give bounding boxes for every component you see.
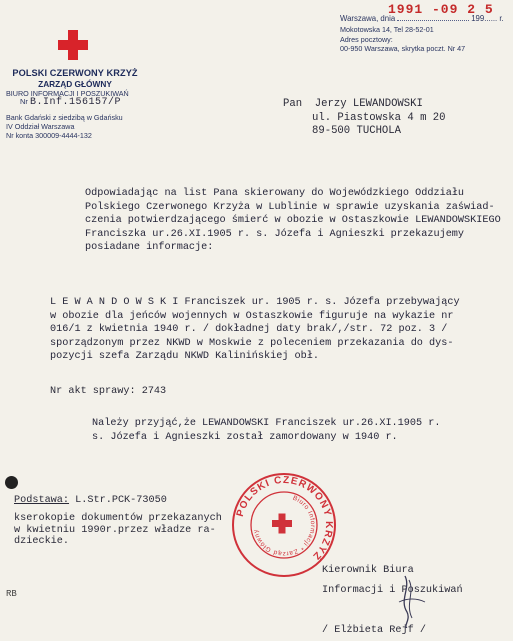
case-number: Nr akt sprawy: 2743	[50, 386, 167, 397]
recipient-street: ul. Piastowska 4 m 20	[312, 111, 446, 124]
address-line: Mokotowska 14, Tel 28-52-01	[340, 25, 434, 34]
punch-hole	[5, 476, 18, 489]
org-office: BIURO INFORMACJI I POSZUKIWAŃ	[6, 89, 129, 98]
ref-value: B.Inf.156157/P	[30, 97, 122, 108]
address-line: 00-950 Warszawa, skrytka poczt. Nr 47	[340, 44, 466, 53]
seal-inner-text: Biuro Informacji * Zarząd Główny	[252, 494, 317, 558]
recipient-name: Pan Jerzy LEWANDOWSKI	[283, 98, 423, 110]
handwritten-signature	[385, 568, 445, 628]
typist-initials: RB	[6, 589, 17, 599]
reference-number	[20, 97, 121, 108]
recipient-block	[283, 98, 446, 139]
bank-line: Bank Gdański z siedzibą w Gdańsku	[6, 113, 123, 122]
basis-value: L.Str.PCK-73050	[69, 495, 167, 506]
city-label: Warszawa, dnia	[340, 14, 396, 23]
paragraph-details: L E W A N D O W S K I Franciszek ur. 1905 r. s. Józefa przebywający w obozie dla jeńców wojennych w Ostaszkowie figuruje na wykazie nr 016/1 z kwietnia 1940 r. / dokładnej daty brak/,/str. 72 poz. 3 / sporządzonym przez NKWD w Moskwie z poleceniem przekazania do dys- pozycji szefa Zarządu NKWD Kalinińskiej obł.	[50, 297, 460, 363]
date-line	[340, 14, 504, 23]
signature-block: Kierownik Biura Informacji i Poszukiwań / Elżbieta Rejf /	[322, 565, 463, 636]
date-stamp: 1991 -09 2 5	[388, 2, 494, 17]
seal-outer-text: POLSKI CZERWONY KRZYŻ	[234, 474, 335, 563]
basis-label: Podstawa:	[14, 495, 70, 506]
org-dept: ZARZĄD GŁÓWNY	[38, 79, 112, 89]
office-address	[340, 25, 465, 54]
red-cross-logo	[58, 30, 88, 60]
bank-info	[6, 113, 123, 141]
org-name: POLSKI CZERWONY KRZYŻ	[12, 68, 138, 78]
copies-note: kserokopie dokumentów przekazanych w kwietniu 1990r.przez władze ra- dzieckie.	[14, 513, 222, 547]
bank-line: IV Oddział Warszawa	[6, 122, 75, 132]
paragraph-conclusion: Należy przyjąć,że LEWANDOWSKI Franciszek ur.26.XI.1905 r. s. Józefa i Agnieszki został zamordowany w 1940 r.	[92, 418, 441, 443]
year-suffix: 199...... r.	[471, 14, 504, 23]
address-line: Adres pocztowy:	[340, 34, 393, 44]
paragraph-intro: Odpowiadając na list Pana skierowany do Wojewódzkiego Oddziału Polskiego Czerwonego Krzyża w Lublinie w sprawie uzyskania zaświad- czenia potwierdzającego śmierć w obozie w Ostaszkowie LEWANDOWSKIEGO Franciszka ur.26.XI.1905 r. s. Józefa i Agnieszki przekazujemy posiadane informacje:	[85, 188, 501, 254]
basis-line	[14, 495, 167, 506]
recipient-city: 89-500 TUCHOLA	[312, 125, 402, 137]
red-cross-seal	[231, 472, 337, 578]
ref-prefix: Nr	[20, 97, 28, 106]
bank-line: Nr konta 300009-4444-132	[6, 131, 92, 141]
